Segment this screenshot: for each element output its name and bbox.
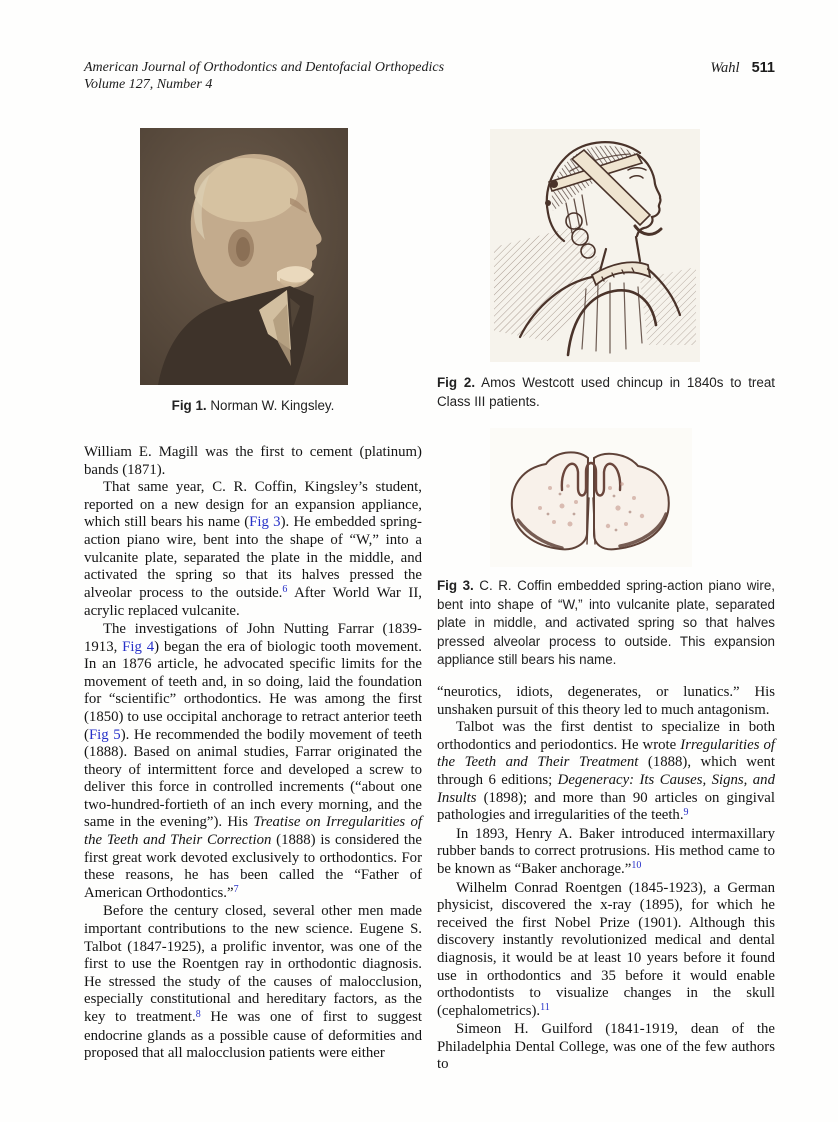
text-run: In 1893, Henry A. Baker introduced intermaxillary rubber bands to correct protrusions. His method came to be known as “Baker anchorage.” — [437, 825, 775, 877]
paragraph — [437, 1021, 775, 1074]
figure-link[interactable]: Fig 4 — [122, 638, 155, 655]
fig1-image — [140, 128, 348, 385]
text-run: “neurotics, idiots, degenerates, or lunatics.” His unshaken pursuit of this theory led to much antagonism. — [437, 684, 775, 718]
fig1-caption-label: Fig 1. — [171, 398, 207, 413]
fig2-caption-text: Amos Westcott used chincup in 1840s to treat Class III patients. — [437, 375, 776, 409]
paragraph — [437, 719, 775, 826]
text-run: (1898); and more than 90 articles on gingival pathologies and irregularities of the teeth. — [437, 789, 775, 824]
reference-link[interactable]: 6 — [282, 584, 288, 596]
text-run: That same year, C. R. Coffin, Kingsley’s student, reported on a new design for an expansion appliance, which still bears his name ( — [84, 479, 422, 531]
fig1-caption — [84, 397, 422, 416]
figure-link[interactable]: Fig 5 — [88, 726, 121, 743]
portrait-art — [140, 128, 348, 385]
italic-text: Irregularities of the Teeth and Their Treatment — [437, 736, 775, 771]
text-run: (1888), which went through 6 editions; — [437, 754, 775, 788]
text-run: Simeon H. Guilford (1841-1919, dean of the Philadelphia Dental College, was one of the few authors to — [437, 1021, 775, 1073]
fig3-caption-text: C. R. Coffin embedded spring-action piano wire, bent into shape of “W,” into vulcanite plate, separated plate in middle, and activated spring so that halves pressed alveolar process to outside. This expansion appliance still bears his name. — [437, 578, 776, 668]
text-run: He was one of first to suggest endocrine glands as a possible cause of deformities and proposed that all malocclusion patients were either — [84, 1009, 422, 1062]
text-run: Before the century closed, several other men made important contributions to the new science. Eugene S. Talbot (1847-1925), a prolific inventor, was one of the first to use the Roentgen ray in orthodontic diagnosis. He stressed the study of the causes of malocclusion, especially constitutional and hereditary factors, as the key to treatment. — [84, 903, 422, 1025]
author-name: Wahl — [710, 60, 740, 76]
reference-link[interactable]: 8 — [195, 1008, 201, 1020]
fig3-caption-label: Fig 3. — [437, 578, 474, 593]
paragraph — [84, 903, 422, 1062]
paragraph — [437, 684, 775, 719]
fig2-caption — [437, 374, 775, 411]
fig1-caption-text: Norman W. Kingsley. — [206, 398, 335, 413]
text-run: Talbot was the first dentist to specialize in both orthodontics and periodontics. He wrote — [437, 719, 775, 753]
text-run: After World War II, acrylic replaced vulcanite. — [84, 584, 422, 620]
issue-info: Volume 127, Number 4 — [84, 76, 213, 92]
text-run: (1888) is considered the first great work devoted exclusively to orthodontics. For these reasons, he has been called the “Father of American Orthodontics.” — [84, 832, 422, 901]
fig3-caption — [437, 577, 775, 670]
text-run: ). He recommended the bodily movement of teeth (1888). Based on animal studies, Farrar originated the theory of intermittent force and developed a screw to deliver this force in controlled increments (“about one two-hundred-fortieth of an inch every morning, and the same in the evening”). His — [84, 726, 422, 831]
paragraph — [437, 826, 775, 880]
paragraph — [84, 444, 422, 479]
text-run: The investigations of John Nutting Farrar (1839-1913, — [84, 620, 422, 655]
page-number: 511 — [751, 60, 775, 76]
chincup-engraving-art — [490, 129, 700, 362]
text-run: Wilhelm Conrad Roentgen (1845-1923), a German physicist, discovered the x-ray (1895), for which he received the first Nobel Prize (1901). Although this discovery instantly revolutionized medical and dental diagnosis, it would be at least 10 years before it found use in orthodontics and 35 before it would enable orthodontists to visualize changes in the skull (cephalometrics). — [437, 879, 775, 1019]
paragraph — [437, 880, 775, 1022]
paragraph — [84, 479, 422, 621]
reference-link[interactable]: 11 — [540, 1002, 550, 1014]
fig3-image — [490, 428, 692, 567]
left-column — [84, 444, 422, 1063]
italic-text: Treatise on Irregularities of the Teeth and Their Correction — [84, 814, 422, 849]
fig2-caption-label: Fig 2. — [437, 375, 476, 390]
text-run: ). He embedded spring-action piano wire, bent into the shape of “W,” into a vulcanite plate, separated the plate in the middle, and activated the spring so that its halves pressed the alveolar process to the outside. — [84, 514, 422, 601]
journal-title: American Journal of Orthodontics and Dentofacial Orthopedics — [84, 60, 445, 75]
text-run: William E. Magill was the first to cement (platinum) bands (1871). — [84, 444, 422, 478]
reference-link[interactable]: 9 — [683, 806, 689, 818]
reference-link[interactable]: 10 — [631, 860, 642, 872]
fig2-image — [490, 129, 700, 362]
running-head-right — [437, 60, 775, 77]
right-column — [437, 684, 775, 1074]
paragraph — [84, 621, 422, 904]
reference-link[interactable]: 7 — [233, 884, 239, 896]
figure-link[interactable]: Fig 3 — [249, 514, 281, 531]
italic-text: Degeneracy: Its Causes, Signs, and Insults — [437, 771, 775, 806]
expansion-appliance-art — [490, 428, 692, 567]
text-run: ) began the era of biologic tooth movement. In an 1876 article, he advocated specific limits for the movement of teeth and, in so doing, laid the foundation for “scientific” orthodontics. He was among the first (1850) to use occipital anchorage to retract anterior teeth ( — [84, 638, 422, 743]
